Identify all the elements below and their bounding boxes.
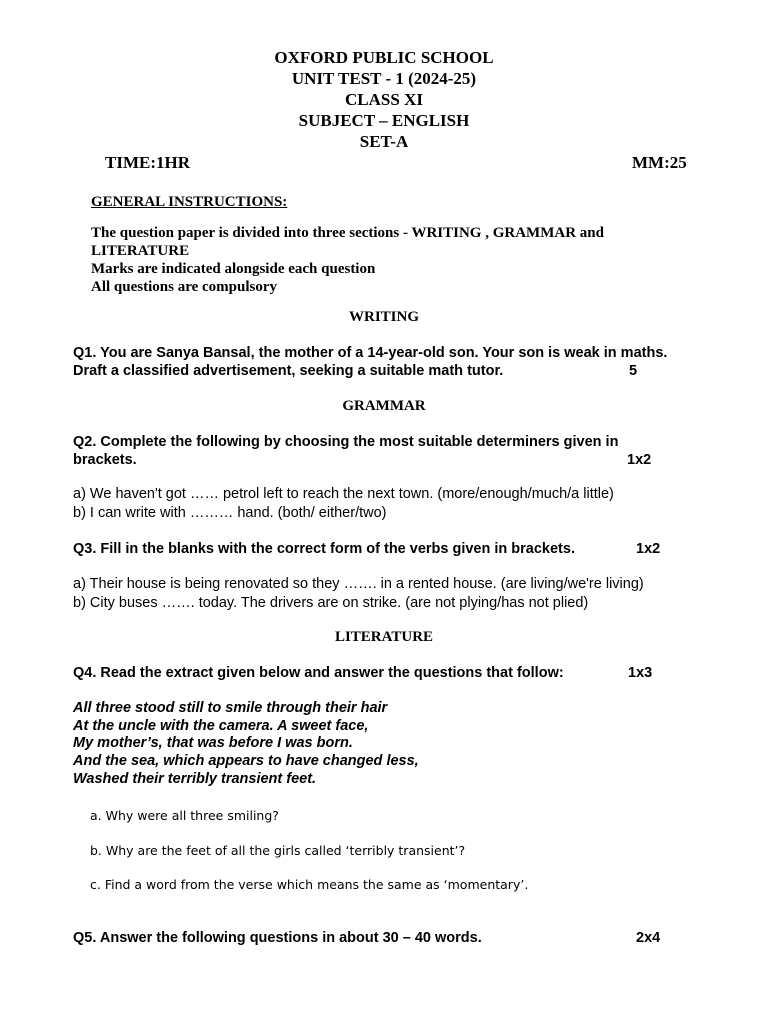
- instruction-sections: The question paper is divided into three sections - WRITING , GRAMMAR and: [91, 225, 604, 241]
- class-label: CLASS XI: [345, 90, 423, 109]
- max-marks-label: MM:25: [632, 153, 687, 172]
- q5-text: Q5. Answer the following questions in about 30 – 40 words.: [73, 930, 482, 946]
- instructions-heading: GENERAL INSTRUCTIONS:: [91, 194, 288, 210]
- q4-subquestion-a: a. Why were all three smiling?: [90, 808, 279, 823]
- instruction-marks: Marks are indicated alongside each question: [91, 261, 376, 277]
- q1-text-line2: Draft a classified advertisement, seeking a suitable math tutor.: [73, 363, 504, 379]
- poem-line-2: At the uncle with the camera. A sweet face,: [73, 718, 369, 734]
- poem-line-3: My mother’s, that was before I was born.: [73, 735, 353, 751]
- poem-line-1: All three stood still to smile through their hair: [73, 700, 388, 716]
- poem-line-4: And the sea, which appears to have changed less,: [73, 753, 419, 769]
- q4-subquestion-c: c. Find a word from the verse which means the same as ‘momentary’.: [90, 877, 529, 892]
- q3-option-a: a) Their house is being renovated so they ……. in a rented house. (are living/we're living): [73, 576, 644, 592]
- q5-marks: 2x4: [636, 930, 661, 946]
- q2-option-a: a) We haven't got …… petrol left to reach the next town. (more/enough/much/a little): [73, 486, 614, 502]
- q1-text-line1: Q1. You are Sanya Bansal, the mother of a 14-year-old son. Your son is weak in maths.: [73, 345, 668, 361]
- q2-option-b: b) I can write with ……… hand. (both/ either/two): [73, 505, 387, 521]
- q2-text-line1: Q2. Complete the following by choosing the most suitable determiners given in: [73, 434, 619, 450]
- q4-text: Q4. Read the extract given below and answer the questions that follow:: [73, 665, 564, 681]
- q4-subquestion-b: b. Why are the feet of all the girls called ‘terribly transient’?: [90, 843, 466, 858]
- section-grammar-title: GRAMMAR: [342, 398, 426, 414]
- poem-line-5: Washed their terribly transient feet.: [73, 771, 317, 787]
- school-name: OXFORD PUBLIC SCHOOL: [274, 48, 494, 67]
- section-literature-title: LITERATURE: [334, 629, 434, 645]
- q2-marks: 1x2: [627, 452, 652, 468]
- q4-marks: 1x3: [628, 665, 653, 681]
- q2-text-line2: brackets.: [73, 452, 137, 468]
- instruction-sections-cont: LITERATURE: [91, 243, 190, 259]
- section-writing-title: WRITING: [348, 309, 419, 325]
- q3-text: Q3. Fill in the blanks with the correct form of the verbs given in brackets.: [73, 541, 575, 557]
- test-title: UNIT TEST - 1 (2024-25): [291, 69, 477, 88]
- q3-marks: 1x2: [636, 541, 661, 557]
- time-label: TIME:1HR: [105, 153, 190, 172]
- set-label: SET-A: [359, 132, 409, 151]
- q3-option-b: b) City buses ……. today. The drivers are on strike. (are not plying/has not plied): [73, 595, 589, 611]
- instruction-compulsory: All questions are compulsory: [91, 279, 277, 295]
- subject-label: SUBJECT – ENGLISH: [298, 111, 470, 130]
- q1-marks: 5: [629, 363, 638, 379]
